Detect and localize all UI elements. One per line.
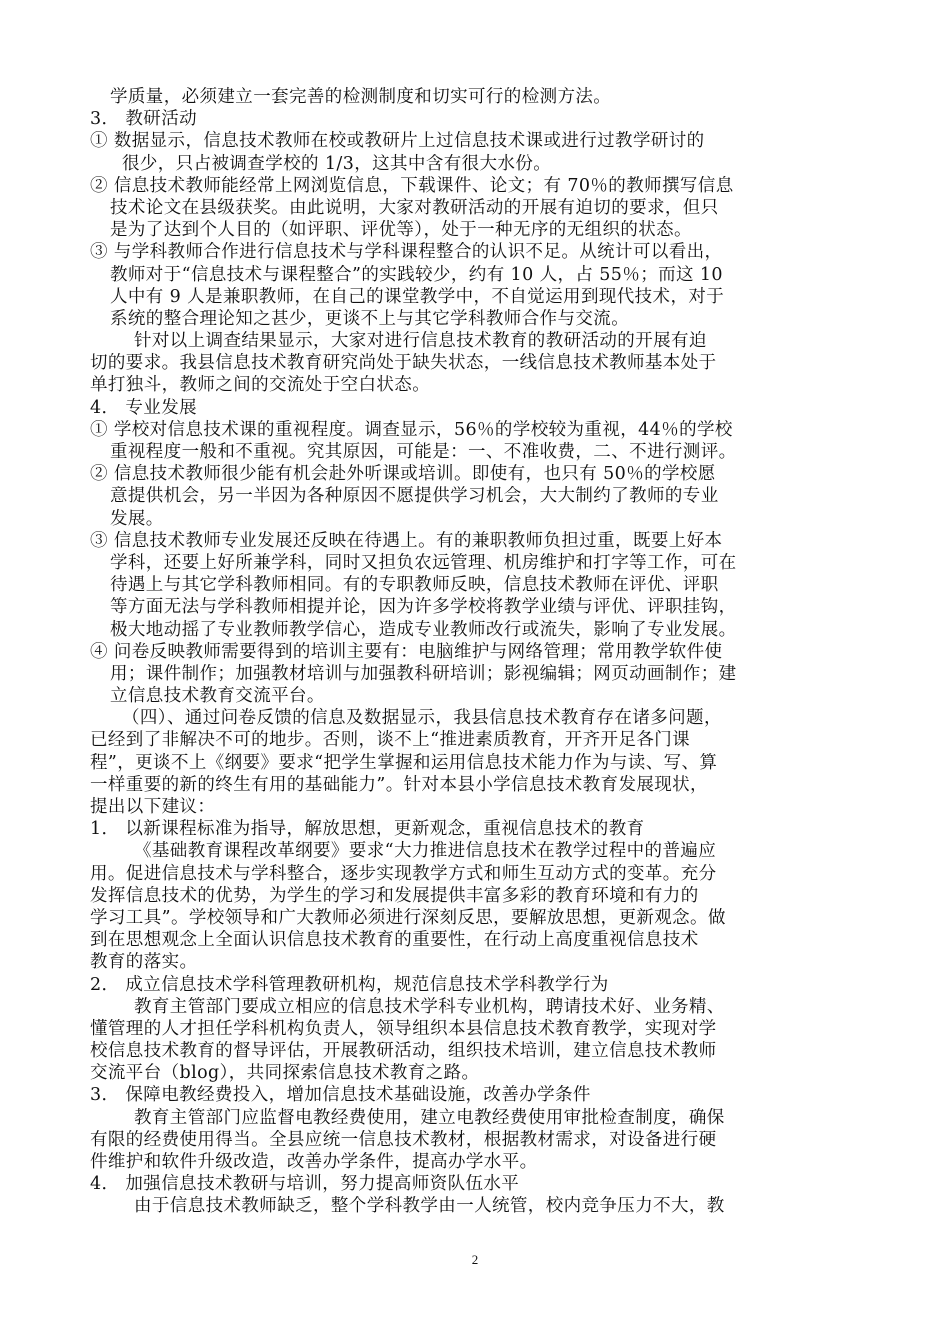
text-line: 学科，还要上好所兼学科，同时又担负农远管理、机房维护和打字等工作，可在 bbox=[110, 552, 737, 573]
text-line: ③ 与学科教师合作进行信息技术与学科课程整合的认识不足。从统计可以看出， bbox=[90, 242, 723, 263]
text-line: 程”，更谈不上《纲要》要求“把学生掌握和运用信息技术能力作为与读、写、算 bbox=[90, 752, 718, 773]
text-line: 4． 加强信息技术教研与培训，努力提高师资队伍水平 bbox=[90, 1174, 520, 1195]
text-line: 极大地动摇了专业教师教学信心，造成专业教师改行或流失，影响了专业发展。 bbox=[110, 619, 737, 640]
text-line: 《基础教育课程改革纲要》要求“大力推进信息技术在教学过程中的普遍应 bbox=[134, 841, 717, 862]
text-line: 技术论文在县级获奖。由此说明，大家对教研活动的开展有迫切的要求，但只 bbox=[110, 197, 719, 218]
text-line: 校信息技术教育的督导评估，开展教研活动，组织技术培训，建立信息技术教师 bbox=[90, 1041, 717, 1062]
text-line: 一样重要的新的终生有用的基础能力”。针对本县小学信息技术教育发展现状， bbox=[90, 774, 708, 795]
text-line: ③ 信息技术教师专业发展还反映在待遇上。有的兼职教师负担过重，既要上好本 bbox=[90, 530, 723, 551]
text-line: 交流平台（blog），共同探索信息技术教育之路。 bbox=[90, 1063, 480, 1084]
text-line: 用。促进信息技术与学科整合，逐步实现教学方式和师生互动方式的变革。充分 bbox=[90, 863, 717, 884]
text-line: 3． 保障电教经费投入，增加信息技术基础设施，改善办学条件 bbox=[90, 1085, 591, 1106]
text-line: 立信息技术教育交流平台。 bbox=[110, 686, 325, 707]
text-line: 发展。 bbox=[110, 508, 164, 529]
text-line: 4． 专业发展 bbox=[90, 397, 197, 418]
document-body bbox=[90, 86, 880, 1218]
text-line: 针对以上调查结果显示，大家对进行信息技术教育的教研活动的开展有迫 bbox=[134, 331, 707, 352]
text-line: 已经到了非解决不可的地步。否则，谈不上“推进素质教育，开齐开足各门课 bbox=[90, 730, 691, 751]
text-line: 教育的落实。 bbox=[90, 952, 198, 973]
text-line: 等方面无法与学科教师相提并论，因为许多学校将教学业绩与评优、评职挂钩， bbox=[110, 597, 737, 618]
text-line: 提出以下建议： bbox=[90, 797, 216, 817]
text-line: 到在思想观念上全面认识信息技术教育的重要性，在行动上高度重视信息技术 bbox=[90, 930, 699, 951]
text-line: 3． 教研活动 bbox=[90, 109, 197, 130]
text-line: 是为了达到个人目的（如评职、评优等），处于一种无序的无组织的状态。 bbox=[110, 220, 692, 241]
text-line: 意提供机会，另一半因为各种原因不愿提供学习机会，大大制约了教师的专业 bbox=[110, 486, 719, 507]
page-number: 2 bbox=[471, 1252, 479, 1267]
text-line: 件维护和软件升级改造，改善办学条件，提高办学水平。 bbox=[90, 1152, 538, 1172]
text-line: 有限的经费使用得当。全县应统一信息技术教材，根据教材需求，对设备进行硬 bbox=[90, 1129, 717, 1150]
text-line: ② 信息技术教师很少能有机会赴外听课或培训。即使有，也只有 50％的学校愿 bbox=[90, 464, 716, 485]
text-line: （四）、通过问卷反馈的信息及数据显示，我县信息技术教育存在诸多问题， bbox=[122, 708, 722, 729]
text-line: 教育主管部门应监督电教经费使用，建立电教经费使用审批检查制度，确保 bbox=[134, 1107, 725, 1128]
text-line: 发挥信息技术的优势，为学生的学习和发展提供丰富多彩的教育环境和有力的 bbox=[90, 885, 699, 906]
text-line: 教师对于“信息技术与课程整合”的实践较少，约有 10 人，占 55％；而这 10 bbox=[110, 264, 723, 285]
text-line: 学习工具”。学校领导和广大教师必须进行深刻反思，要解放思想，更新观念。做 bbox=[90, 907, 726, 928]
text-line: 待遇上与其它学科教师相同。有的专职教师反映，信息技术教师在评优、评职 bbox=[110, 575, 719, 596]
text-line: 切的要求。我县信息技术教育研究尚处于缺失状态，一线信息技术教师基本处于 bbox=[90, 353, 717, 374]
text-line: 系统的整合理论知之甚少，更谈不上与其它学科教师合作与交流。 bbox=[110, 308, 630, 329]
text-line: ④ 问卷反映教师需要得到的培训主要有：电脑维护与网络管理；常用教学软件使 bbox=[90, 641, 723, 662]
text-line: ② 信息技术教师能经常上网浏览信息，下载课件、论文；有 70％的教师撰写信息 bbox=[90, 175, 734, 196]
text-line: 教育主管部门要成立相应的信息技术学科专业机构，聘请技术好、业务精、 bbox=[134, 996, 725, 1017]
text-line: 学质量，必须建立一套完善的检测制度和切实可行的检测方法。 bbox=[110, 87, 612, 107]
text-line: 人中有 9 人是兼职教师，在自己的课堂教学中，不自觉运用到现代技术，对于 bbox=[110, 286, 725, 307]
text-line: 1． 以新课程标准为指导，解放思想，更新观念，重视信息技术的教育 bbox=[90, 819, 645, 840]
text-line: 单打独斗，教师之间的交流处于空白状态。 bbox=[90, 375, 431, 396]
text-line: 用；课件制作；加强教材培训与加强教科研培训；影视编辑；网页动画制作；建 bbox=[110, 663, 737, 684]
text-line: 由于信息技术教师缺乏，整个学科教学由一人统管，校内竞争压力不大，教 bbox=[134, 1196, 725, 1217]
text-line: 2． 成立信息技术学科管理教研机构，规范信息技术学科教学行为 bbox=[90, 974, 609, 995]
text-line: 懂管理的人才担任学科机构负责人，领导组织本县信息技术教育教学，实现对学 bbox=[90, 1018, 717, 1039]
text-line: 很少，只占被调查学校的 1/3，这其中含有很大水份。 bbox=[122, 153, 552, 174]
text-line: ① 数据显示，信息技术教师在校或教研片上过信息技术课或进行过教学研讨的 bbox=[90, 131, 705, 152]
text-line: 重视程度一般和不重视。究其原因，可能是：一、不准收费，二、不进行测评。 bbox=[110, 442, 737, 462]
text-line: ① 学校对信息技术课的重视程度。调查显示，56％的学校较为重视，44％的学校 bbox=[90, 419, 733, 440]
